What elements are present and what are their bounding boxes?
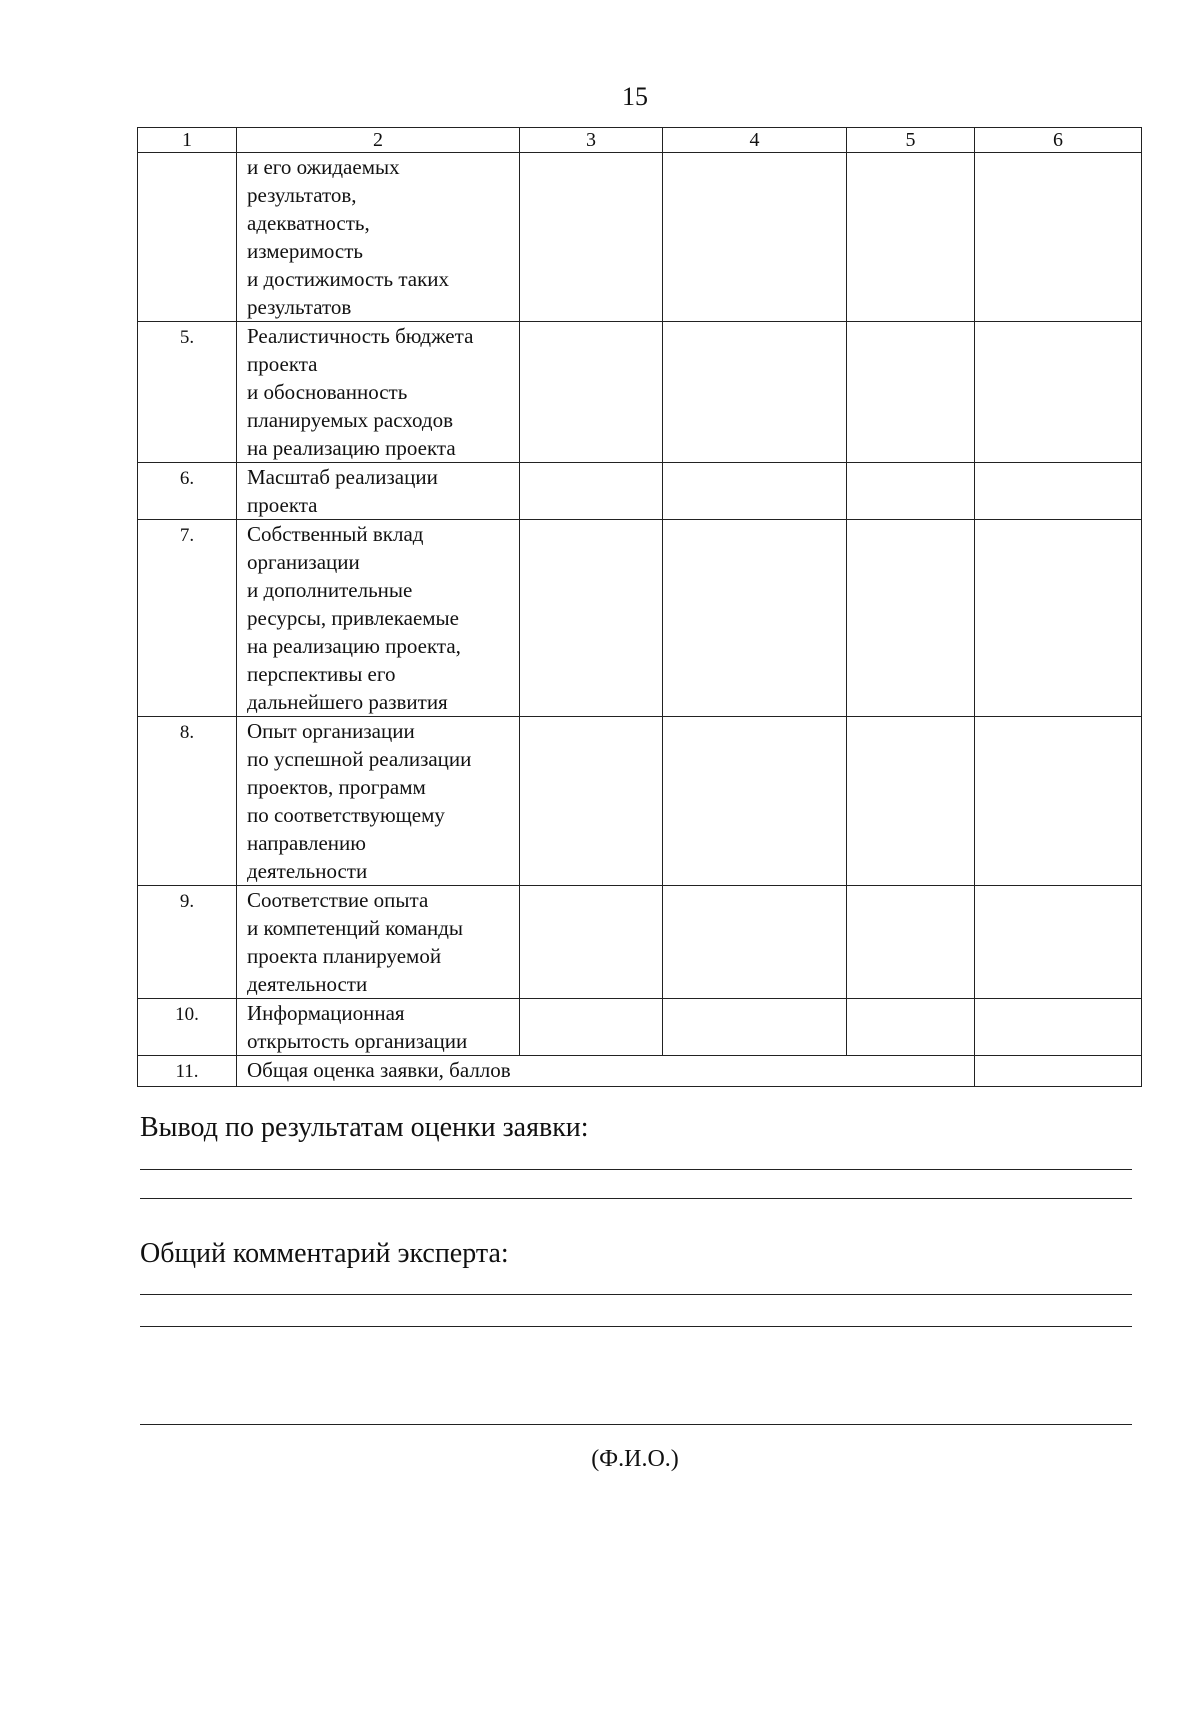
score-cell [663,520,847,717]
row-number: 10. [138,999,237,1056]
score-cell [975,999,1142,1056]
row-number: 7. [138,520,237,717]
criterion-line: ресурсы, привлекаемые [247,606,459,630]
criterion-line: Соответствие опыта [247,888,429,912]
score-cell [520,322,663,463]
score-cell [663,322,847,463]
score-cell [520,886,663,999]
criterion-cell [237,463,520,520]
score-cell [847,520,975,717]
table-row [138,886,1142,999]
criterion-line: направлению [247,831,366,855]
table-row [138,322,1142,463]
score-cell [975,520,1142,717]
criterion-line: Масштаб реализации [247,465,438,489]
signature-caption: (Ф.И.О.) [591,1446,679,1472]
table-row [138,520,1142,717]
score-cell [520,717,663,886]
score-cell [847,322,975,463]
criterion-line: проектов, программ [247,775,426,799]
column-header: 5 [847,128,975,153]
score-cell [663,153,847,322]
criterion-line: по соответствующему [247,803,445,827]
criterion-line: и компетенций команды [247,916,464,940]
criterion-line: по успешной реализации [247,747,472,771]
criterion-line: планируемых расходов [247,408,453,432]
total-score-cell [975,1056,1142,1087]
criterion-line: результатов, [247,183,357,207]
criterion-line: проекта [247,493,318,517]
score-cell [663,463,847,520]
conclusion-label: Вывод по результатам оценки заявки: [140,1112,589,1143]
total-row [138,1056,1142,1087]
score-cell [520,520,663,717]
score-cell [975,886,1142,999]
score-cell [975,463,1142,520]
criterion-cell [237,999,520,1056]
score-cell [975,717,1142,886]
table-row [138,999,1142,1056]
table-row [138,717,1142,886]
criterion-line: Опыт организации [247,719,415,743]
table-row [138,153,1142,322]
score-cell [520,463,663,520]
page-number: 15 [622,82,648,111]
row-number: 6. [138,463,237,520]
row-number: 11. [138,1056,237,1087]
column-header: 3 [520,128,663,153]
criterion-line: деятельности [247,859,368,883]
criterion-line: Информационная [247,1001,405,1025]
criterion-line: Собственный вклад [247,522,424,546]
row-number: 8. [138,717,237,886]
criterion-line: перспективы его [247,662,396,686]
score-cell [663,717,847,886]
score-cell [663,999,847,1056]
conclusion-line [140,1198,1132,1199]
row-number: 9. [138,886,237,999]
score-cell [663,886,847,999]
criterion-line: организации [247,550,360,574]
evaluation-table [137,127,1142,1087]
criterion-cell [237,520,520,717]
criterion-line: и достижимость таких [247,267,450,291]
criterion-line: проекта планируемой [247,944,442,968]
score-cell [847,999,975,1056]
score-cell [847,717,975,886]
criterion-line: результатов [247,295,352,319]
score-cell [975,153,1142,322]
signature-line [140,1424,1132,1425]
column-header: 1 [138,128,237,153]
row-number [138,153,237,322]
score-cell [520,153,663,322]
criterion-line: адекватность, [247,211,370,235]
criterion-cell [237,717,520,886]
criterion-line: открытость организации [247,1029,468,1053]
criterion-line: Реалистичность бюджета [247,324,474,348]
score-cell [975,322,1142,463]
column-header: 6 [975,128,1142,153]
score-cell [520,999,663,1056]
criterion-line: и дополнительные [247,578,413,602]
criterion-line: на реализацию проекта, [247,634,461,658]
row-number: 5. [138,322,237,463]
criterion-line: и обоснованность [247,380,408,404]
criterion-line: проекта [247,352,318,376]
criterion-line: и его ожидаемых [247,155,400,179]
criterion-cell [237,322,520,463]
comment-line [140,1326,1132,1327]
comment-line [140,1294,1132,1295]
conclusion-line [140,1169,1132,1170]
table-header-row [138,128,1142,153]
total-label: Общая оценка заявки, баллов [237,1056,975,1087]
score-cell [847,153,975,322]
criterion-line: дальнейшего развития [247,690,448,714]
criterion-cell [237,886,520,999]
criterion-cell [237,153,520,322]
criterion-line: измеримость [247,239,363,263]
column-header: 2 [237,128,520,153]
score-cell [847,463,975,520]
table-row [138,463,1142,520]
criterion-line: на реализацию проекта [247,436,456,460]
score-cell [847,886,975,999]
comment-label: Общий комментарий эксперта: [140,1238,509,1269]
criterion-line: деятельности [247,972,368,996]
column-header: 4 [663,128,847,153]
